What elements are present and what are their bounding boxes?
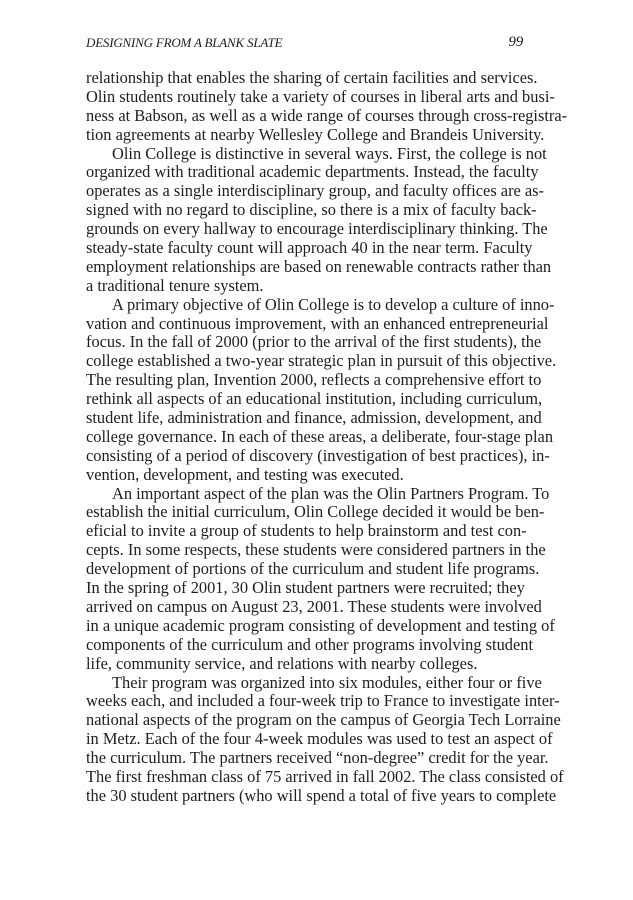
- text-line: vention, development, and testing was executed.: [86, 464, 404, 484]
- page-number: 99: [508, 34, 523, 50]
- text-line: Their program was organized into six modules, either four or five: [112, 672, 542, 692]
- text-line: signed with no regard to discipline, so there is a mix of faculty back-: [86, 200, 537, 220]
- text-line: components of the curriculum and other programs involving student: [86, 634, 534, 654]
- text-line: arrived on campus on August 23, 2001. These students were involved: [86, 596, 542, 616]
- text-line: in a unique academic program consisting of development and testing of: [86, 615, 555, 635]
- text-line: In the spring of 2001, 30 Olin student partners were recruited; they: [86, 578, 525, 598]
- text-line: The resulting plan, Invention 2000, reflects a comprehensive effort to: [86, 370, 542, 390]
- text-line: development of portions of the curriculum and student life programs.: [86, 559, 540, 579]
- text-line: college governance. In each of these areas, a deliberate, four-stage plan: [86, 426, 554, 446]
- text-line: the curriculum. The partners received “non-degree” credit for the year.: [86, 748, 549, 768]
- paragraph: [86, 483, 555, 674]
- text-line: college established a two-year strategic plan in pursuit of this objective.: [86, 351, 557, 371]
- text-line: national aspects of the program on the campus of Georgia Tech Lorraine: [86, 710, 561, 730]
- body-text: [86, 68, 568, 806]
- text-line: a traditional tenure system.: [86, 275, 264, 295]
- text-line: weeks each, and included a four-week trip to France to investigate inter-: [86, 691, 560, 711]
- text-line: grounds on every hallway to encourage interdisciplinary thinking. The: [86, 219, 548, 239]
- text-line: rethink all aspects of an educational institution, including curriculum,: [86, 389, 543, 409]
- text-line: employment relationships are based on renewable contracts rather than: [86, 256, 552, 276]
- text-line: focus. In the fall of 2000 (prior to the arrival of the first students), the: [86, 332, 542, 352]
- text-line: the 30 student partners (who will spend a total of five years to complete: [86, 785, 557, 805]
- text-line: vation and continuous improvement, with an enhanced entrepreneurial: [86, 313, 549, 333]
- text-line: ness at Babson, as well as a wide range of courses through cross-registra-: [86, 105, 568, 125]
- paragraph: [86, 294, 557, 485]
- text-line: in Metz. Each of the four 4-week modules was used to test an aspect of: [86, 729, 553, 749]
- paragraph: [86, 672, 564, 806]
- text-line: tion agreements at nearby Wellesley College and Brandeis University.: [86, 124, 545, 144]
- text-line: Olin College is distinctive in several ways. First, the college is not: [112, 143, 547, 163]
- text-line: operates as a single interdisciplinary group, and faculty offices are as-: [86, 181, 545, 201]
- text-line: organized with traditional academic departments. Instead, the faculty: [86, 162, 539, 182]
- running-header: [86, 35, 523, 53]
- paragraph: [86, 68, 568, 145]
- text-line: An important aspect of the plan was the Olin Partners Program. To: [112, 483, 550, 503]
- text-line: student life, administration and finance, admission, development, and: [86, 408, 542, 428]
- text-line: The first freshman class of 75 arrived in fall 2002. The class consisted of: [86, 766, 564, 786]
- text-line: relationship that enables the sharing of certain facilities and services.: [86, 68, 538, 87]
- text-line: establish the initial curriculum, Olin College decided it would be ben-: [86, 502, 545, 522]
- text-line: consisting of a period of discovery (investigation of best practices), in-: [86, 445, 550, 465]
- text-line: steady-state faculty count will approach 40 in the near term. Faculty: [86, 238, 533, 258]
- text-line: cepts. In some respects, these students were considered partners in the: [86, 540, 546, 560]
- text-line: eficial to invite a group of students to help brainstorm and test con-: [86, 521, 527, 541]
- text-line: Olin students routinely take a variety of courses in liberal arts and busi-: [86, 86, 555, 106]
- text-line: life, community service, and relations with nearby colleges.: [86, 653, 478, 673]
- text-line: A primary objective of Olin College is to develop a culture of inno-: [112, 294, 555, 314]
- paragraph: [86, 143, 552, 296]
- running-head-title: DESIGNING FROM A BLANK SLATE: [86, 35, 283, 50]
